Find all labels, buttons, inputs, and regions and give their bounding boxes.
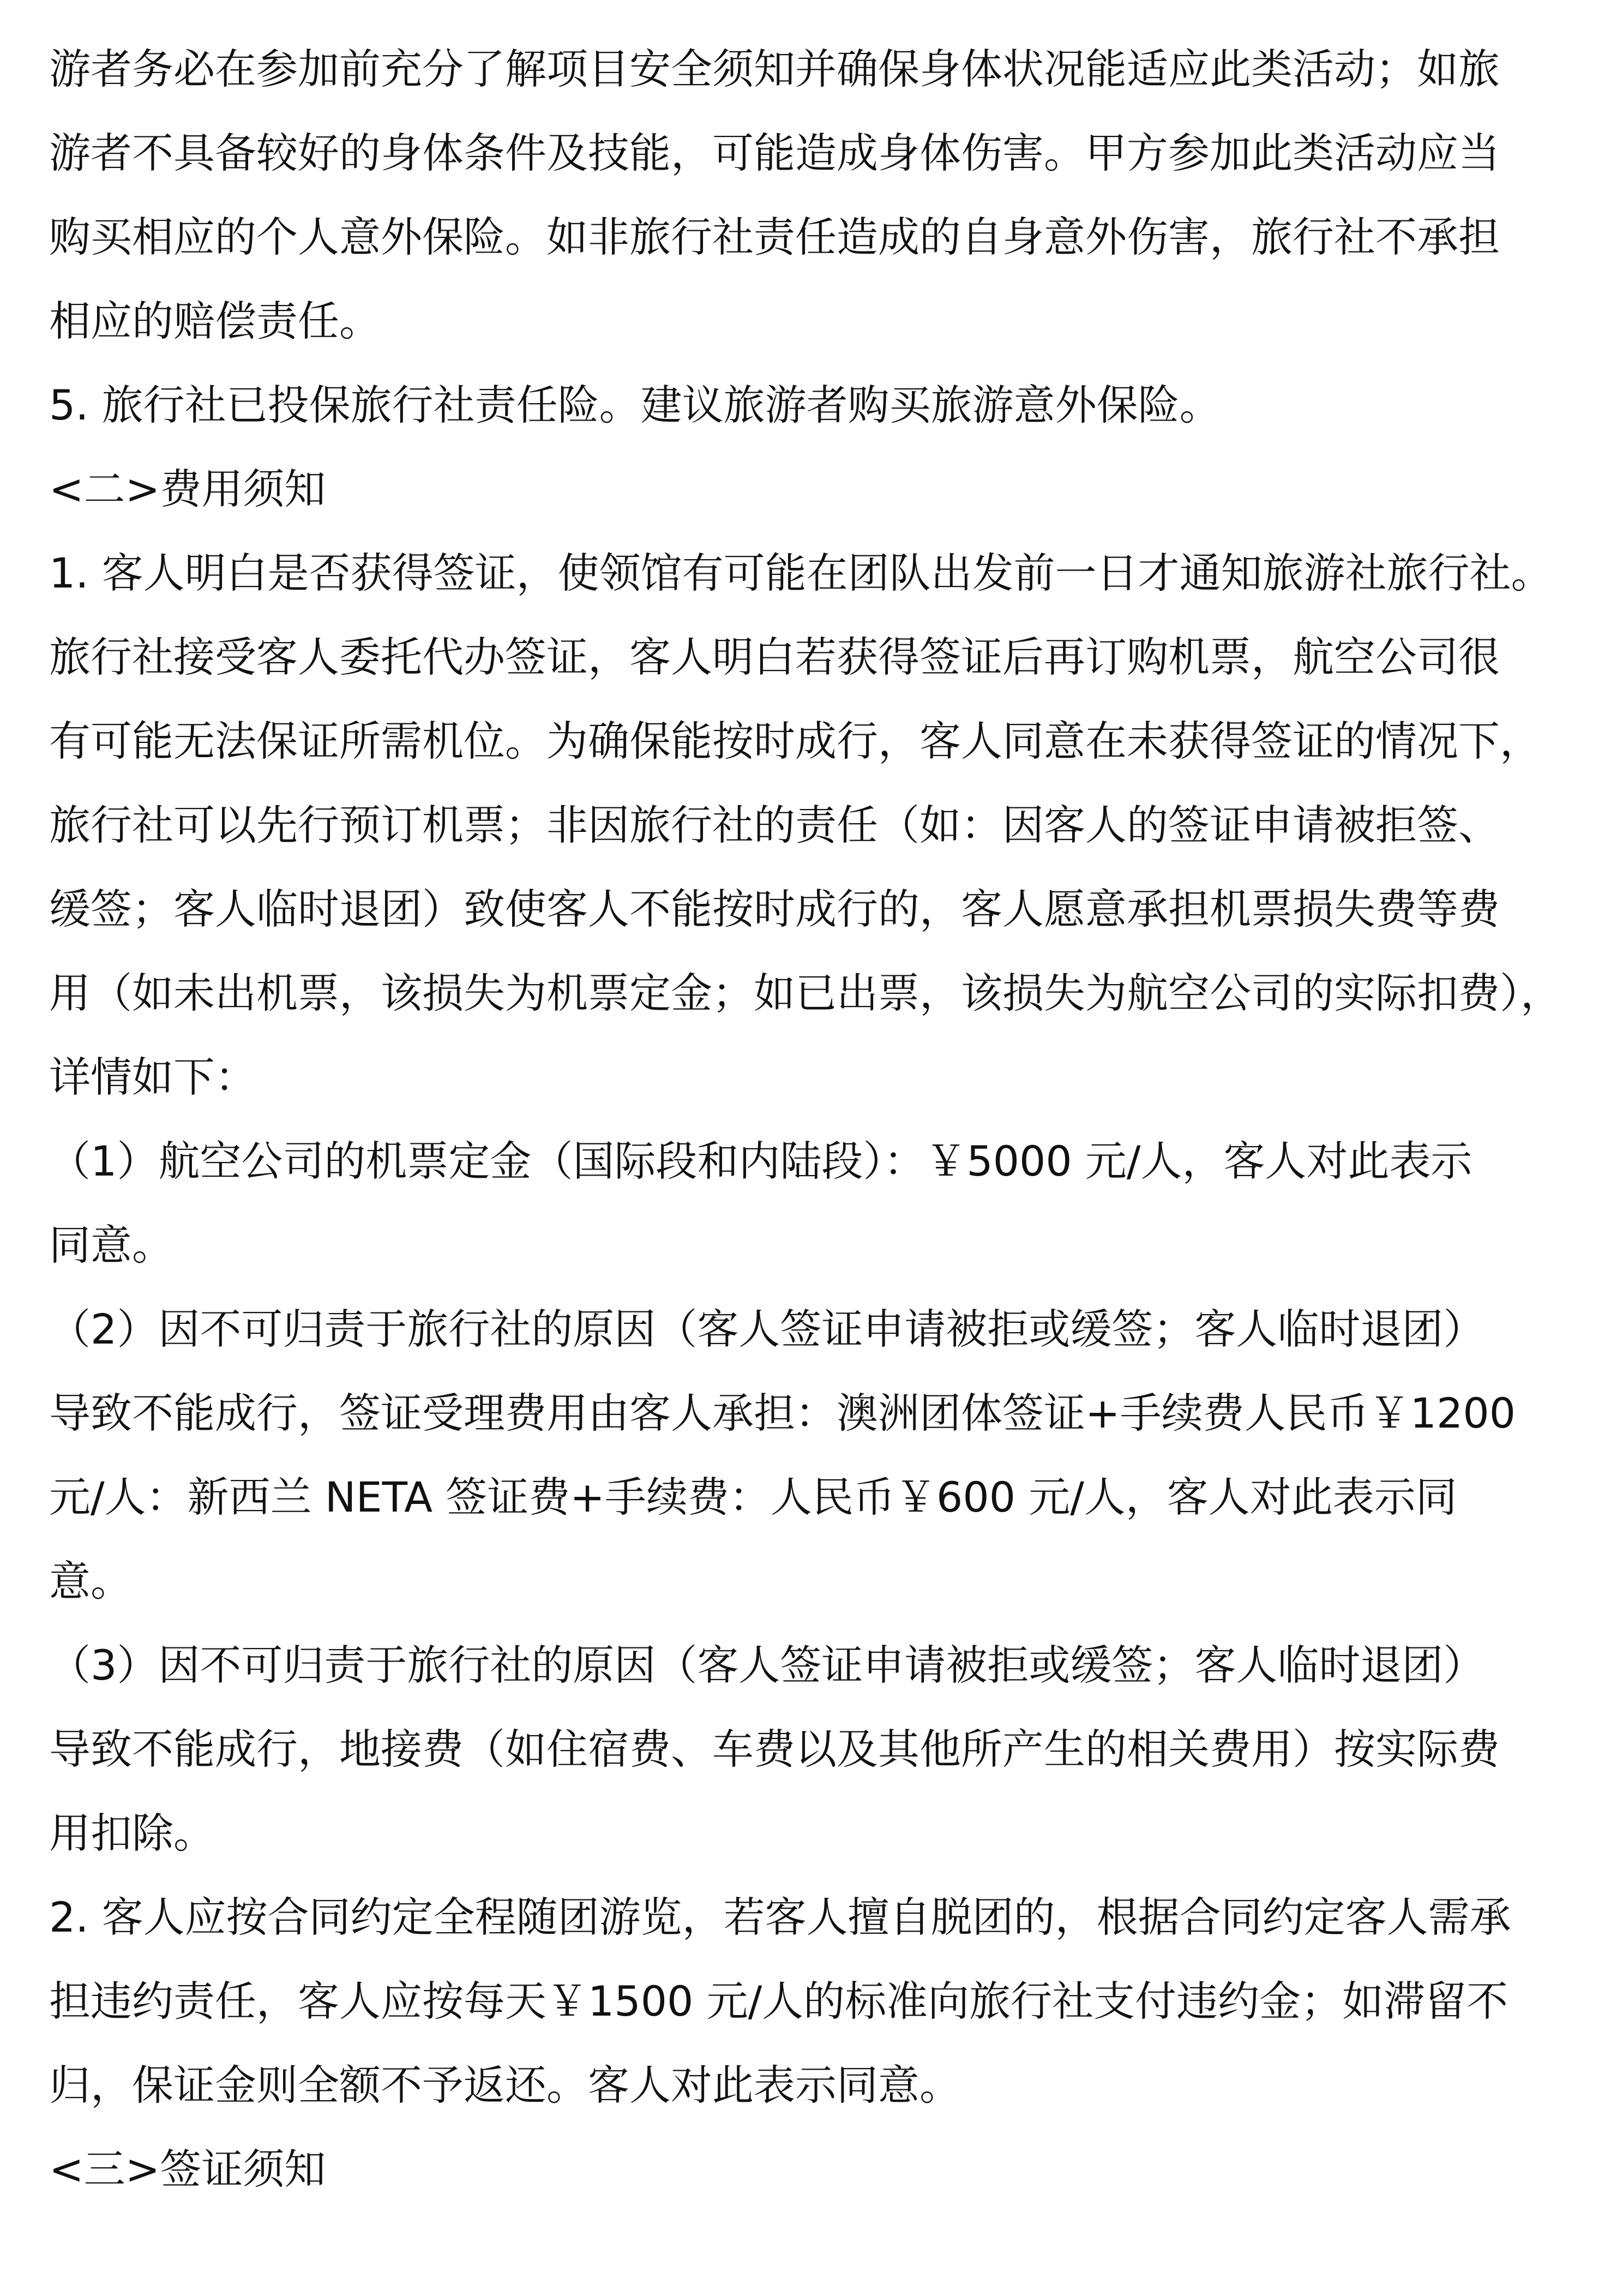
text-line: 相应的赔偿责任。 bbox=[49, 297, 381, 345]
sub-item-1-ticket-deposit bbox=[49, 1119, 1587, 1287]
text-line: 1. 客人明白是否获得签证，使领馆有可能在团队出发前一日才通知旅游社旅行社。 bbox=[49, 549, 1553, 597]
text-line: （3）因不可归责于旅行社的原因（客人签证申请被拒或缓签；客人临时退团） bbox=[49, 1641, 1485, 1689]
text-line: 用（如未出机票，该损失为机票定金；如已出票，该损失为航空公司的实际扣费）， bbox=[49, 969, 1562, 1017]
text-line: （2）因不可归责于旅行社的原因（客人签证申请被拒或缓签；客人临时退团） bbox=[49, 1305, 1485, 1353]
text-line: 导致不能成行，地接费（如住宿费、车费以及其他所产生的相关费用）按实际费 bbox=[49, 1725, 1500, 1773]
text-line: 导致不能成行，签证受理费用由客人承担：澳洲团体签证+手续费人民币￥1200 bbox=[49, 1389, 1516, 1437]
text-line: 旅行社可以先行预订机票；非因旅行社的责任（如：因客人的签证申请被拒签、 bbox=[49, 801, 1500, 849]
paragraph-activity-safety bbox=[49, 27, 1587, 363]
text-line: 有可能无法保证所需机位。为确保能按时成行，客人同意在未获得签证的情况下， bbox=[49, 717, 1541, 765]
document-page bbox=[49, 27, 1587, 2211]
text-line: 元/人：新西兰 NETA 签证费+手续费：人民币￥600 元/人，客人对此表示同 bbox=[49, 1473, 1457, 1521]
text-line: 同意。 bbox=[49, 1221, 173, 1269]
text-line: 旅行社接受客人委托代办签证，客人明白若获得签证后再订购机票，航空公司很 bbox=[49, 633, 1500, 681]
text-line: 用扣除。 bbox=[49, 1809, 215, 1857]
item-1-visa-ticket bbox=[49, 531, 1587, 1119]
text-line: （1）航空公司的机票定金（国际段和内陆段）：￥5000 元/人，客人对此表示 bbox=[49, 1137, 1472, 1185]
text-line: 归，保证金则全额不予返还。客人对此表示同意。 bbox=[49, 2061, 961, 2109]
sub-item-2-visa-fee bbox=[49, 1287, 1587, 1623]
text-line: 担违约责任，客人应按每天￥1500 元/人的标准向旅行社支付违约金；如滞留不 bbox=[49, 1977, 1508, 2025]
text-line: 购买相应的个人意外保险。如非旅行社责任造成的自身意外伤害，旅行社不承担 bbox=[49, 213, 1500, 261]
section-heading-fees: <二>费用须知 bbox=[49, 465, 326, 513]
text-line: 缓签；客人临时退团）致使客人不能按时成行的，客人愿意承担机票损失费等费 bbox=[49, 885, 1500, 933]
sub-item-3-ground-fee bbox=[49, 1623, 1587, 1875]
item-2-leaving-group bbox=[49, 1875, 1587, 2127]
section-heading-visa: <三>签证须知 bbox=[49, 2145, 326, 2193]
text-line: 详情如下： bbox=[49, 1053, 256, 1101]
text-line: 2. 客人应按合同约定全程随团游览，若客人擅自脱团的，根据合同约定客人需承 bbox=[49, 1893, 1511, 1941]
item-5-insurance: 5. 旅行社已投保旅行社责任险。建议旅游者购买旅游意外保险。 bbox=[49, 381, 1221, 429]
text-line: 意。 bbox=[49, 1557, 132, 1605]
text-line: 游者务必在参加前充分了解项目安全须知并确保身体状况能适应此类活动；如旅 bbox=[49, 45, 1500, 93]
text-line: 游者不具备较好的身体条件及技能，可能造成身体伤害。甲方参加此类活动应当 bbox=[49, 129, 1500, 177]
